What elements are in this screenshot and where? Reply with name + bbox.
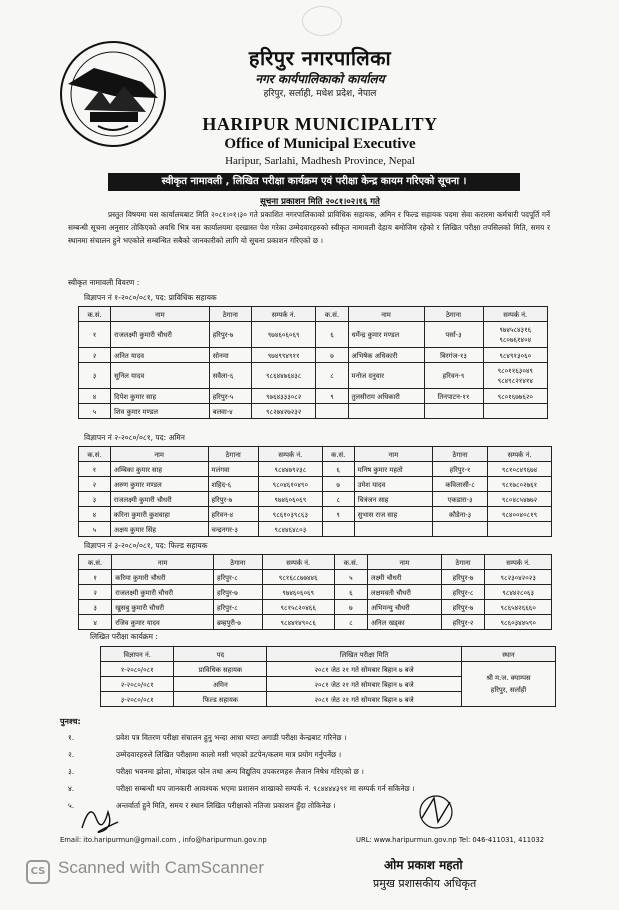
note-item: १. प्रवेश पत्र वितरण परीक्षा संचालन हुनु भन्दा आधा घण्टा अगाडी परीक्षा केन्द्रबाट गरिनेछ ।	[68, 733, 347, 742]
table-row: ४ रजिव कुमार यादव ब्रम्हपुरी-७ ९८४४१४९०८६ ८ अनिल खड्का हरिपुर-२ ९८६०३४४५९०	[79, 615, 552, 630]
table-row: १-२०८०/०८१ प्राविधिक सहायक २०८१ जेठ २१ गते सोमबार बिहान ७ बजे श्री म.ज. क्याम्पस हरिपुर, सर्लाही	[101, 662, 556, 677]
table-row: २ अरुण कुमार मण्डल शहिद-६ ९८०४६१०४९० ७ उमेश यादव कविलासी-८ ९८१७८०२७६१	[79, 477, 552, 492]
signer-name: ओम प्रकाश महतो	[384, 858, 463, 872]
table-row: १ करिमा कुमारी चौधरी हरिपुर-८ ९८१६८८७७४४६ ५ लक्ष्मी चौधरी हरिपुर-७ ९८२३०४२०२३	[79, 570, 552, 585]
note-item: ३. परीक्षा भवनमा झोला, मोबाइल फोन तथा अन्य विद्युतिय उपकरणहरु लैजान निषेध गरिएको छ ।	[68, 767, 364, 776]
exam-venue: श्री म.ज. क्याम्पस हरिपुर, सर्लाही	[461, 662, 555, 707]
col-header: नाम	[111, 307, 210, 322]
signature-icon	[78, 798, 124, 838]
table-header-row: क.सं. नाम ठेगाना सम्पर्क नं. क.सं. नाम ठेगाना सम्पर्क नं.	[79, 555, 552, 570]
table-row: ३ राजलक्ष्मी कुमारी चौधरी हरिपुर-७ ९७४६०६०६९ ८ चित्रंजन साह एकडारा-३ ९८०४८५४७७२	[79, 492, 552, 507]
section3-label: विज्ञापन नं ३-२०८०/०८१, पद: फिल्ड सहायक	[84, 541, 208, 550]
table-row: १ अम्बिका कुमार साह मलंगवा ९८४४७९२३८ ६ मनिष कुमार महतो हरिपुर-१ ९८१०८४९६७४	[79, 462, 552, 477]
address-np: हरिपुर, सर्लाही, मधेश प्रदेश, नेपाल	[263, 89, 377, 99]
municipality-title-np: हरिपुर नगरपालिका	[248, 46, 392, 70]
col-header: सम्पर्क नं.	[483, 307, 547, 322]
table-header-row	[79, 307, 548, 322]
office-title-np: नगर कार्यपालिकाको कार्यालय	[255, 72, 385, 86]
notice-banner: स्वीकृत नामावली , लिखित परीक्षा कार्यक्रम एवं परीक्षा केन्द्र कायम गरिएको सूचना ।	[108, 173, 520, 191]
col-header: क.सं.	[79, 307, 111, 322]
table-row: ३ सुनिल यादव सवैला-६ ९८६४४७६४३८ ८ मनोज दनुवार हरिवन-९ ९८०११६३०४९ ९८४९८२१४१४	[79, 363, 548, 389]
publication-date: सूचना प्रकाशन मिति २०८१।०२।१६ गते	[260, 197, 380, 207]
table-row: ५ अक्षय कुमार सिंह चन्द्रनगर-३ ९८४४६४८०३	[79, 522, 552, 537]
table-row: २-२०८०/०८१ अमिन २०८१ जेठ २१ गते सोमबार बिहान ७ बजे	[101, 677, 556, 692]
office-title-en: Office of Municipal Executive	[224, 136, 416, 152]
signature-icon	[414, 792, 458, 832]
faint-stamp	[302, 6, 342, 36]
scanner-watermark: Scanned with CamScanner	[58, 858, 265, 877]
intro-paragraph: प्रस्तुत विषयमा यस कार्यालयबाट मिति २०८१।०१।३० गते प्रकाशित नगरपालिकाको प्राविधिक सहायक, अमिन र फिल्ड सहायक पदमा सेवा करारमा कर्मचारी पदपूर्ति गर्ने सम्बन्धी सूचना अनुसार तोकिएको अवधि भित्र यस कार्यालयमा दरखास्त पेश गरेका उम्मेदवारहरुको स्वीकृत नामावली देहाय बमोजिम रहेको र लिखित परीक्षा तपसिलको मिति, समय र स्थानमा संचालन हुने भएकोले सम्बन्धित सबैको जानकारीको लागि यो सूचना प्रकाशन गरिएको छ ।	[68, 210, 550, 245]
col-header: सम्पर्क नं.	[251, 307, 315, 322]
note-item: २. उम्मेदवारहरुले लिखित परीक्षामा कालो मसी भएको डटपेन/कलम मात्र प्रयोग गर्नुपर्नेछ ।	[68, 750, 342, 759]
table-row: २ राजलक्ष्मी कुमारी चौधरी हरिपुर-७ ९७४६०६०६९ ६ लक्षमवती चौधरी हरिपुर-८ ९८४४२८०६३	[79, 585, 552, 600]
col-header: नाम	[348, 307, 424, 322]
notes-title: पुनश्च:	[60, 717, 81, 726]
municipality-title-en: HARIPUR MUNICIPALITY	[202, 114, 438, 134]
signer-title: प्रमुख प्रशासकीय अधिकृत	[373, 877, 477, 890]
address-en: Haripur, Sarlahi, Madhesh Province, Nepal	[225, 155, 415, 167]
table-header-row: क.सं. नाम ठेगाना सम्पर्क नं. क.सं. नाम ठेगाना सम्पर्क नं.	[79, 447, 552, 462]
exam-label: लिखित परीक्षा कार्यक्रम :	[90, 632, 158, 641]
table-row: २ अनित यादव सोनमा ९७४९९४९११ ७ अभिषेक अधिकारी बिरगंज-१३ ९८४९१३०६०	[79, 348, 548, 363]
exam-schedule-table	[100, 646, 556, 707]
table-header-row: विज्ञापन नं. पद लिखित परीक्षा मिति स्थान	[101, 647, 556, 662]
table-row: ४ दिपेश कुमार साह हरिपुर-५ ९७६४३३३०८२ ९ तुलसीराम अधिकारी तिनपाटन-११ ९८०१६७७६२०	[79, 389, 548, 404]
section1-table	[78, 306, 548, 419]
note-item: ४. परीक्षा सम्बन्धी थप जानकारी आवश्यक भएमा प्रशासन शाखाको सम्पर्क नं. ९८४४४४३९१ मा सम्पर्क गर्न सकिनेछ ।	[68, 784, 415, 793]
camscanner-icon: CS	[26, 860, 50, 884]
table-row: ४ करिना कुमारी कुशवाहा हरिवन-४ ९८६१०३९८६३ ९ सुभास राज साह कौडेना-३ ९८४००४०८१९	[79, 507, 552, 522]
section2-label: विज्ञापन नं २-२०८०/०८१, पद: अमिन	[84, 433, 185, 442]
section3-table	[78, 554, 552, 630]
col-header: ठेगाना	[209, 307, 251, 322]
section2-table	[78, 446, 552, 537]
col-header: क.सं.	[316, 307, 348, 322]
table-row: ३-२०८०/०८१ फिल्ड सहायक २०८१ जेठ २१ गते सोमबार बिहान ७ बजे	[101, 692, 556, 707]
col-header: ठेगाना	[424, 307, 483, 322]
list-title: स्वीकृत नामावली विवरण :	[68, 278, 140, 287]
section1-label: विज्ञापन नं १-२०८०/०८१, पद: प्राविधिक सहायक	[84, 293, 217, 302]
table-row: ५ शिव कुमार मण्डल बलवा-४ ९८२७४२७२३२	[79, 404, 548, 419]
table-row: ३ खुसबु कुमारी चौधरी हरिपुर-८ ९८१५८२०४६६ ७ अभिमन्यु चौधरी हरिपुर-७ ९८६५४२६६६०	[79, 600, 552, 615]
table-row: १ राजलक्ष्मी कुमारी चौधरी हरिपुर-७ ९७४६०६०६९ ६ धर्मेन्द्र कुमार मण्डल पर्सा-३ ९७४५८४३१६ ९८०७६१४०४	[79, 322, 548, 348]
note-item: ५. अन्तर्वार्ता हुने मिति, समय र स्थान लिखित परीक्षाको नतिजा प्रकाशन हुँदा तोकिनेछ ।	[68, 801, 336, 810]
footer-email: Email: ito.haripurmun@gmail.com , info@haripurmun.gov.np	[60, 836, 267, 844]
footer-url: URL: www.haripurmun.gov.np Tel: 046-411031, 411032	[356, 836, 545, 844]
